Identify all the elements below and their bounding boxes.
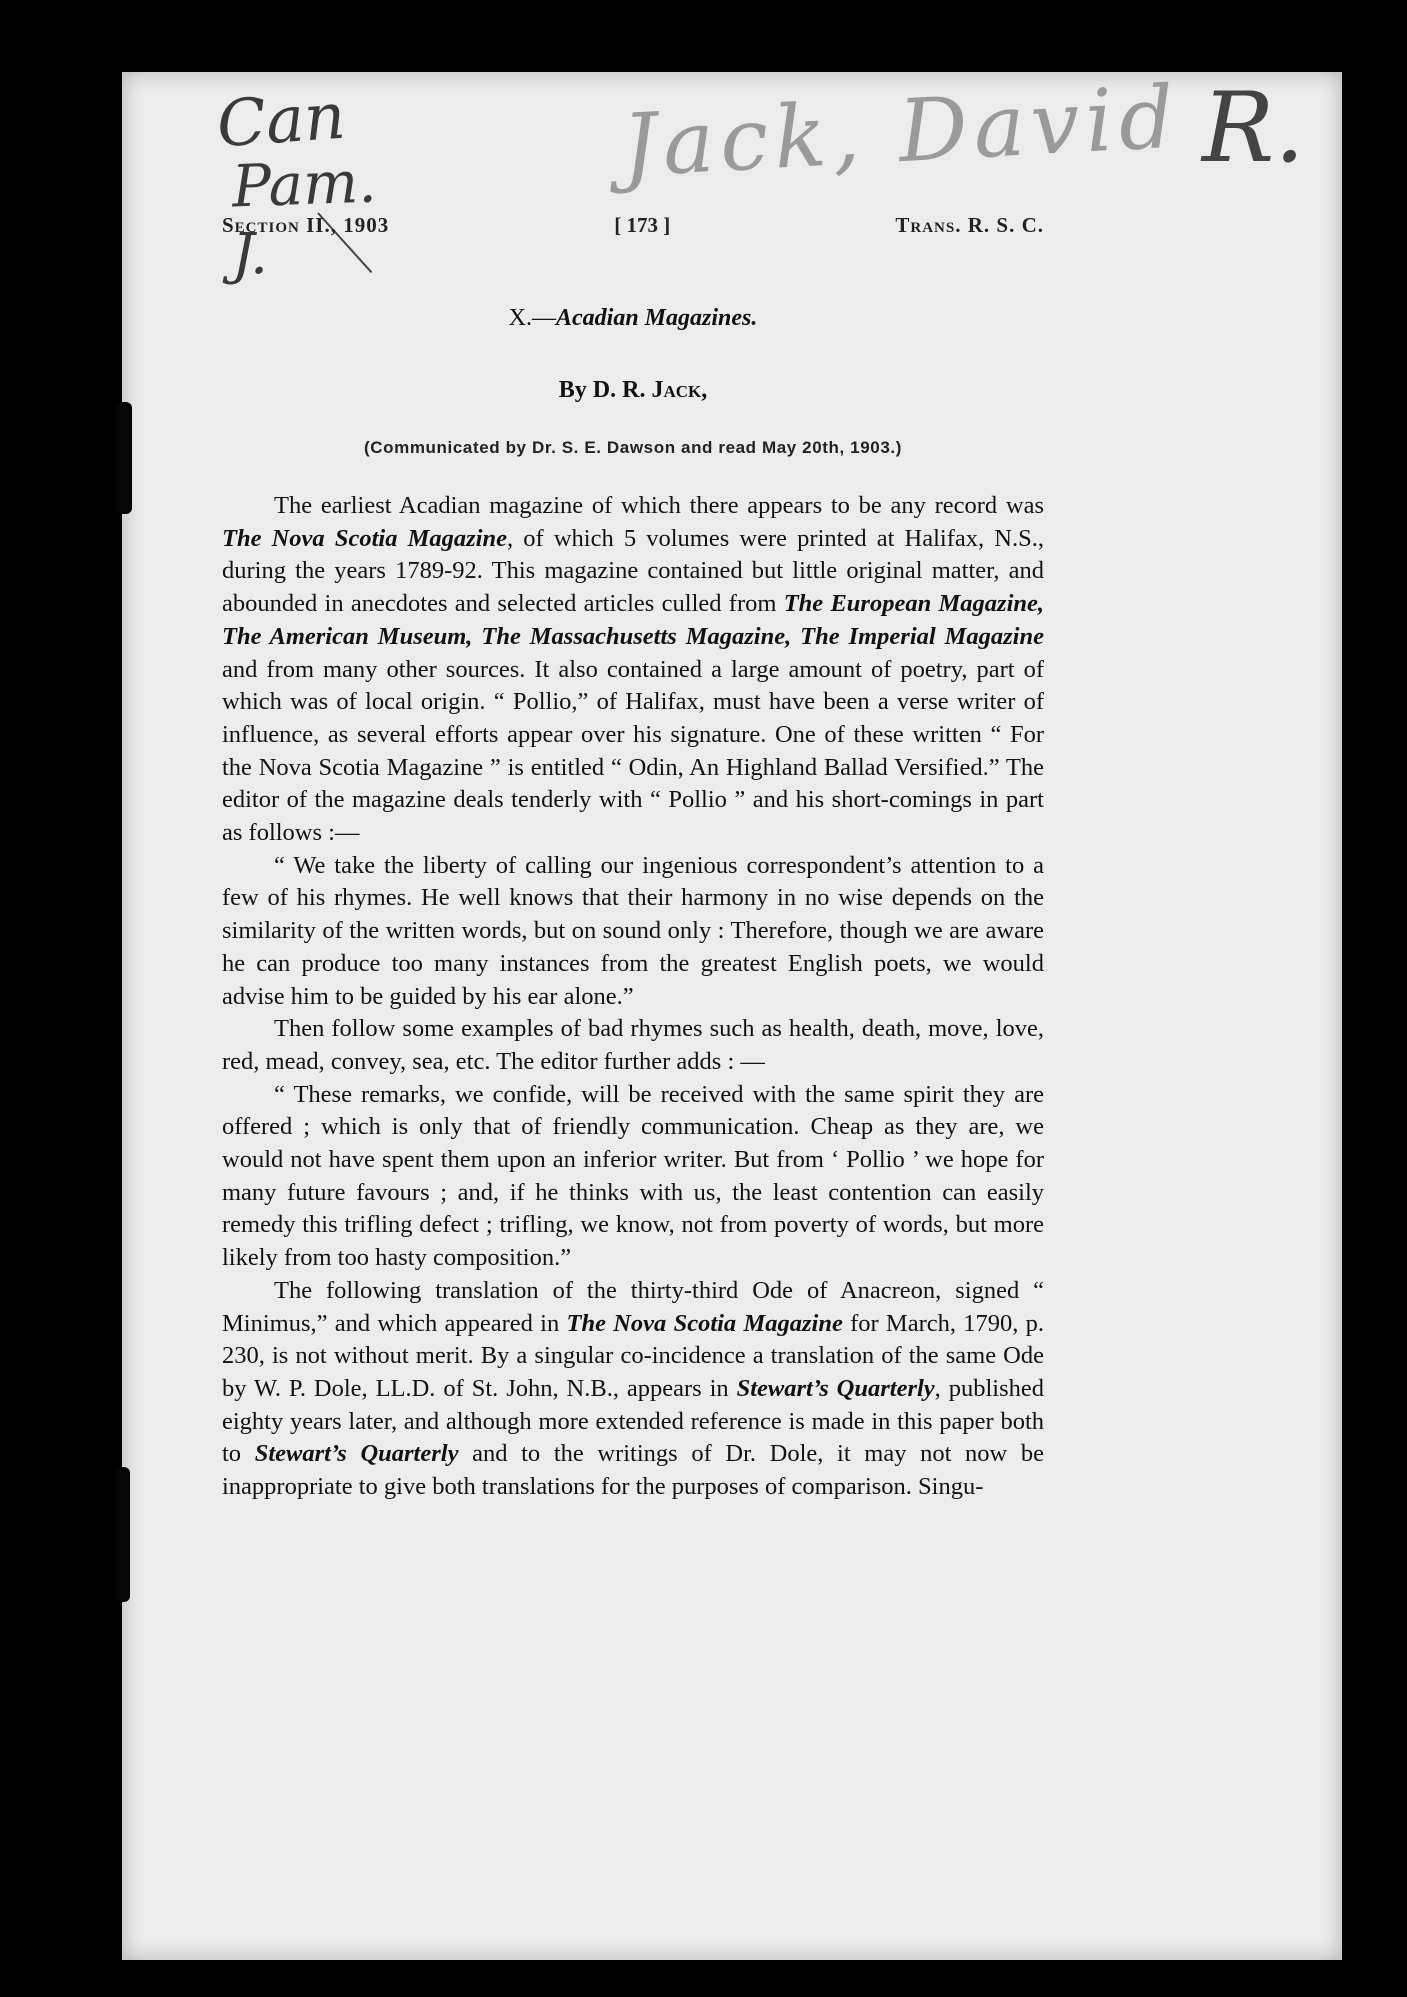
paragraph-5-title-ref: The Nova Scotia Magazine — [566, 1309, 843, 1337]
paragraph-1-title-ref: The Nova Scotia Magazine — [222, 524, 507, 552]
running-header — [222, 213, 1044, 238]
author-name: Jack, — [651, 377, 708, 403]
handwritten-note-line2: Pam. — [230, 147, 378, 221]
paragraph-5-text-g: and to the writings of Dr. Dole, it may not now be inappropriate to give both translations for the purposes of comparison. Singu- — [222, 1440, 1045, 1501]
handwritten-author-initial: R. — [1202, 72, 1305, 184]
section-label: Section II., 1903 — [222, 213, 390, 237]
communication-note: (Communicated by Dr. S. E. Dawson and read May 20th, 1903.) — [364, 438, 902, 457]
paragraph-5 — [222, 1275, 1044, 1504]
paragraph-1-text-e: and from many other sources. It also contained a large amount of poetry, part of which was of local origin. “ Pollio,” of Halifax, must have been a verse writer of influence, as several efforts appear over his signature. One of these written “ For the Nova Scotia Magazine ” is entitled “ Odin, An Highland Ballad Versified.” The editor of the magazine deals tenderly with “ Pollio ” and his short-comings in part as follows :— — [222, 655, 1044, 847]
paragraph-1 — [222, 490, 1044, 850]
paragraph-4: “ These remarks, we confide, will be received with the same spirit they are offered ; which is only that of friendly communication. Cheap as they are, we would not have spent them upon an inferior writer. But from ‘ Pollio ’ we hope for many future favours ; and, if he thinks with us, the least contention can easily remedy this trifling defect ; trifling, we know, not from poverty of words, but more likely from too hasty composition.” — [222, 1080, 1044, 1272]
handwritten-note-line1: Can — [214, 79, 348, 163]
article-title-text: Acadian Magazines. — [555, 305, 758, 331]
author-by: By D. R. — [558, 377, 652, 403]
paragraph-1-text-a: The earliest Acadian magazine of which there appears to be any record was — [274, 492, 1044, 519]
page-number: [ 173 ] — [614, 213, 671, 237]
paragraph-2: “ We take the liberty of calling our ingenious correspondent’s attention to a few of his rhymes. He well knows that their harmony in no wise depends on the similarity of the written words, but on sound only : Therefore, though we are aware he can produce too many instances from the greatest English poets, we would advise him to be guided by his ear alone.” — [222, 851, 1044, 1010]
paragraph-1-text-c: , of which 5 volumes were printed at Halifax, N.S., during the years 1789-92. This magazine contained but little original matter, and abounded in anecdotes and selected articles culled from — [222, 524, 1044, 618]
paragraph-5-title-ref-2: Stewart’s Quarterly — [736, 1374, 935, 1402]
journal-label: Trans. R. S. C. — [895, 213, 1044, 237]
paragraph-5-title-ref-3: Stewart’s Quarterly — [254, 1440, 459, 1468]
paragraph-3: Then follow some examples of bad rhymes such as health, death, move, love, red, mead, convey, sea, etc. The editor further adds : — — [222, 1015, 1044, 1075]
binding-mark-upper — [116, 402, 132, 514]
paragraph-5-text-e: , published eighty years later, and although more extended reference is made in this paper both to — [222, 1374, 1044, 1468]
handwritten-author-name: Jack, David — [619, 67, 1183, 197]
article-number: X.— — [508, 305, 556, 331]
paragraph-1-magazine-list: The European Magazine, The American Museum, The Massachusetts Magazine, The Imperial Magazine — [222, 590, 1044, 650]
article-title — [222, 305, 1044, 332]
handwritten-note-line3: J. — [232, 222, 268, 287]
paragraph-5-text-c: for March, 1790, p. 230, is not without merit. By a singular co-incidence a translation of the same Ode by W. P. Dole, LL.D. of St. John, N.B., appears in — [222, 1309, 1045, 1402]
article-body — [222, 490, 1044, 1504]
binding-mark-lower — [116, 1467, 130, 1602]
article-author — [222, 377, 1044, 404]
paragraph-5-text-a: The following translation of the thirty-third Ode of Anacreon, signed “ Minimus,” and which appeared in — [222, 1276, 1044, 1337]
